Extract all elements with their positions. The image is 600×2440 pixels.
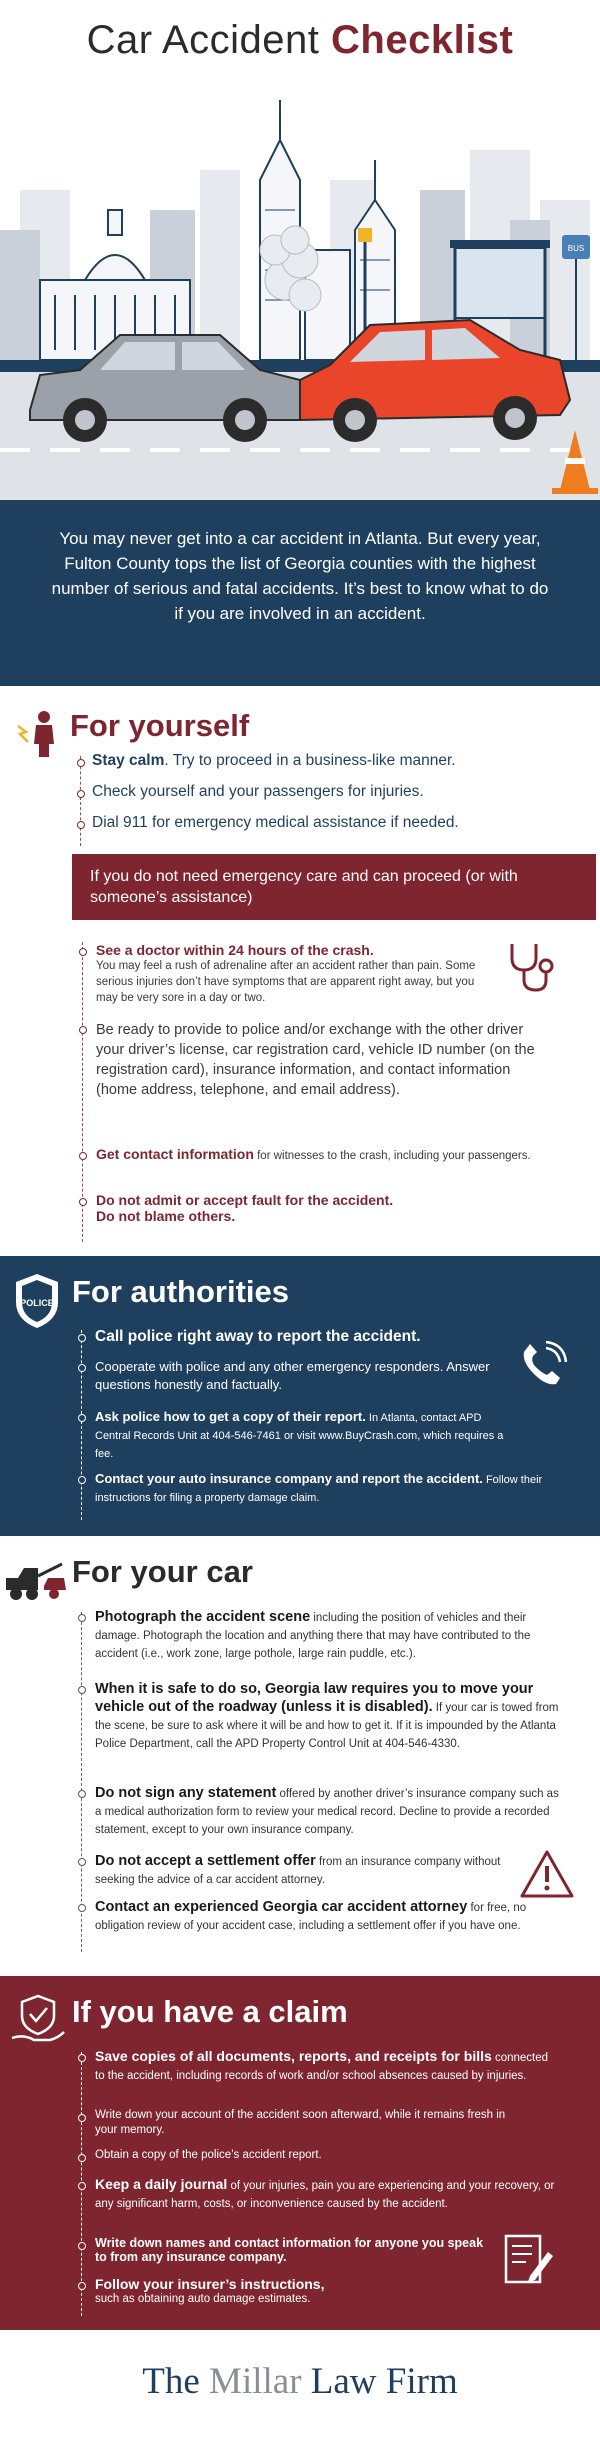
insurance-item <box>95 1470 575 1506</box>
tow-truck-icon <box>4 1556 68 1604</box>
logo-left-text: The <box>142 2361 200 2402</box>
bullet-dial-911 <box>92 814 572 832</box>
follow-insurer-text: such as obtaining auto damage estimates. <box>95 2293 311 2305</box>
shield-hand-icon <box>10 1994 66 2046</box>
photograph-item <box>95 1608 565 1662</box>
no-sign-statement-item <box>95 1784 565 1838</box>
police-badge-icon <box>10 1272 64 1330</box>
no-emergency-banner: If you do not need emergency care and can proceed (or with someone’s assistance) <box>72 854 596 920</box>
intro-text: You may never get into a car accident in Atlanta. But every year, Fulton County tops the list of Georgia counties with the highest number of serious and fatal accidents. It’s best to know what to do if you are involved in an accident. <box>51 529 549 623</box>
no-settlement-text: from an insurance company without seeking the advice of a car accident attorney. <box>95 1856 501 1886</box>
obtain-report-item <box>95 2148 555 2163</box>
contact-attorney-item <box>95 1898 565 1934</box>
for-authorities-title: For authorities <box>72 1274 290 1309</box>
photograph-heading: Photograph the accident scene <box>95 1609 311 1625</box>
see-doctor-heading: See a doctor within 24 hours of the crash. <box>96 942 374 958</box>
police-badge-text: POLICE <box>20 1298 54 1308</box>
cooperate-text: Cooperate with police and any other emergency responders. Answer questions honestly and factually. <box>95 1359 490 1392</box>
call-police-item <box>95 1328 565 1346</box>
page-title <box>0 18 600 63</box>
daily-journal-heading: Keep a daily journal <box>95 2176 228 2192</box>
for-your-car-title: For your car <box>72 1554 253 1589</box>
save-copies-text: connected to the accident, including records of work and/or school absences caused by injuries. <box>95 2052 549 2082</box>
write-account-item <box>95 2108 515 2138</box>
for-yourself-section <box>0 686 600 1256</box>
no-sign-statement-heading: Do not sign any statement <box>95 1785 277 1801</box>
call-police-heading: Call police right away to report the accident. <box>95 1328 421 1345</box>
no-settlement-item <box>95 1852 505 1888</box>
no-settlement-heading: Do not accept a settlement offer <box>95 1853 316 1869</box>
bullet-check-injuries-text: Check yourself and your passengers for injuries. <box>92 783 424 800</box>
for-your-car-section <box>0 1536 600 1976</box>
see-doctor-text: You may feel a rush of adrenaline after an accident rather than pain. Some serious injuries don’t have symptoms that are apparent right away, but you may be very sore in a day or two. <box>96 960 476 1004</box>
be-ready-text: Be ready to provide to police and/or exchange with the other driver your driver’s license, car registration card, vehicle ID number (on the registration card), insurance information, and contact information (home address, telephone, and email address). <box>96 1022 535 1098</box>
insurance-heading: Contact your auto insurance company and report the accident. <box>95 1471 483 1486</box>
daily-journal-item <box>95 2176 555 2212</box>
contact-attorney-text: for free, no obligation review of your accident case, including a settlement offer if you have one. <box>95 1902 527 1932</box>
intro-section <box>0 500 600 686</box>
save-copies-heading: Save copies of all documents, reports, and receipts for bills <box>95 2048 492 2064</box>
title-regular: Car Accident <box>86 18 320 62</box>
no-sign-statement-text: offered by another driver’s insurance company such as a medical authorization form to review your medical record. Decline to provide a recorded statement, except to your own insurance company. <box>95 1788 559 1836</box>
police-report-heading: Ask police how to get a copy of their report. <box>95 1409 366 1424</box>
be-ready-item <box>96 1020 546 1100</box>
law-firm-logo <box>0 2360 600 2403</box>
police-report-text: In Atlanta, contact APD Central Records Unit at 404-546-7461 or visit www.BuyCrash.com, which requires a fee. <box>95 1412 504 1460</box>
phone-icon <box>514 1338 570 1394</box>
write-account-text: Write down your account of the accident soon afterward, while it remains fresh in your memory. <box>95 2109 506 2136</box>
warning-icon <box>518 1848 576 1900</box>
follow-insurer-heading: Follow your insurer’s instructions, <box>95 2276 325 2292</box>
see-doctor-item <box>96 942 486 1006</box>
move-vehicle-heading: When it is safe to do so, Georgia law requires you to move your vehicle out of the roadway (unless it is disabled). <box>95 1681 534 1715</box>
contact-info-heading: Get contact information <box>96 1146 254 1162</box>
obtain-report-text: Obtain a copy of the police’s accident report. <box>95 2149 322 2161</box>
title-bold: Checklist <box>331 18 514 62</box>
logo-right-text: Law Firm <box>310 2361 458 2402</box>
write-names-heading: Write down names and contact information for anyone you speak to from any insurance company. <box>95 2236 484 2264</box>
for-authorities-section <box>0 1256 600 1536</box>
header-section <box>0 0 600 500</box>
if-you-have-a-claim-section <box>0 1976 600 2330</box>
cooperate-item <box>95 1358 505 1394</box>
daily-journal-text: of your injuries, pain you are experiencing and your recovery, or any significant harm, costs, or inconvenience caused by the accident. <box>95 2180 555 2210</box>
bullet-stay-calm <box>92 752 572 770</box>
bullet-dial-911-text: Dial 911 for emergency medical assistance if needed. <box>92 814 459 831</box>
no-blame-heading: Do not blame others. <box>96 1208 236 1224</box>
bullet-check-injuries <box>92 783 572 801</box>
contact-info-text: for witnesses to the crash, including your passengers. <box>253 1150 531 1162</box>
insurance-text: Follow their instructions for filing a property damage claim. <box>95 1474 543 1504</box>
contact-info-item <box>96 1146 536 1164</box>
move-vehicle-text: If your car is towed from the scene, be sure to ask where it will be and how to get it. If it is impounded by the Atlanta Police Department, call the APD Property Control Unit at 404-546-4330. <box>95 1702 559 1750</box>
for-yourself-title: For yourself <box>70 708 250 743</box>
footer-section <box>0 2330 600 2440</box>
no-fault-item <box>96 1192 536 1224</box>
contact-attorney-heading: Contact an experienced Georgia car accident attorney <box>95 1899 468 1915</box>
bullet-stay-calm-text: . Try to proceed in a business-like manner. <box>164 752 456 769</box>
bus-sign-text: BUS <box>567 244 585 253</box>
if-you-have-a-claim-title: If you have a claim <box>72 1994 348 2029</box>
logo-mid-text: Millar <box>209 2361 302 2402</box>
police-report-item <box>95 1408 515 1462</box>
save-copies-item <box>95 2048 555 2084</box>
photograph-text: including the position of vehicles and their damage. Photograph the location and anything there that may have contributed to the accident (i.e., work zone, large pothole, large rain puddle, etc.). <box>95 1612 531 1660</box>
no-fault-heading: Do not admit or accept fault for the accident. <box>96 1192 394 1208</box>
write-names-item <box>95 2236 495 2264</box>
follow-insurer-item <box>95 2276 555 2307</box>
stethoscope-icon <box>504 940 558 996</box>
bullet-stay-calm-bold: Stay calm <box>92 752 165 769</box>
move-vehicle-item <box>95 1680 565 1752</box>
accident-scene-illustration <box>0 80 600 500</box>
injured-person-icon <box>14 710 66 758</box>
